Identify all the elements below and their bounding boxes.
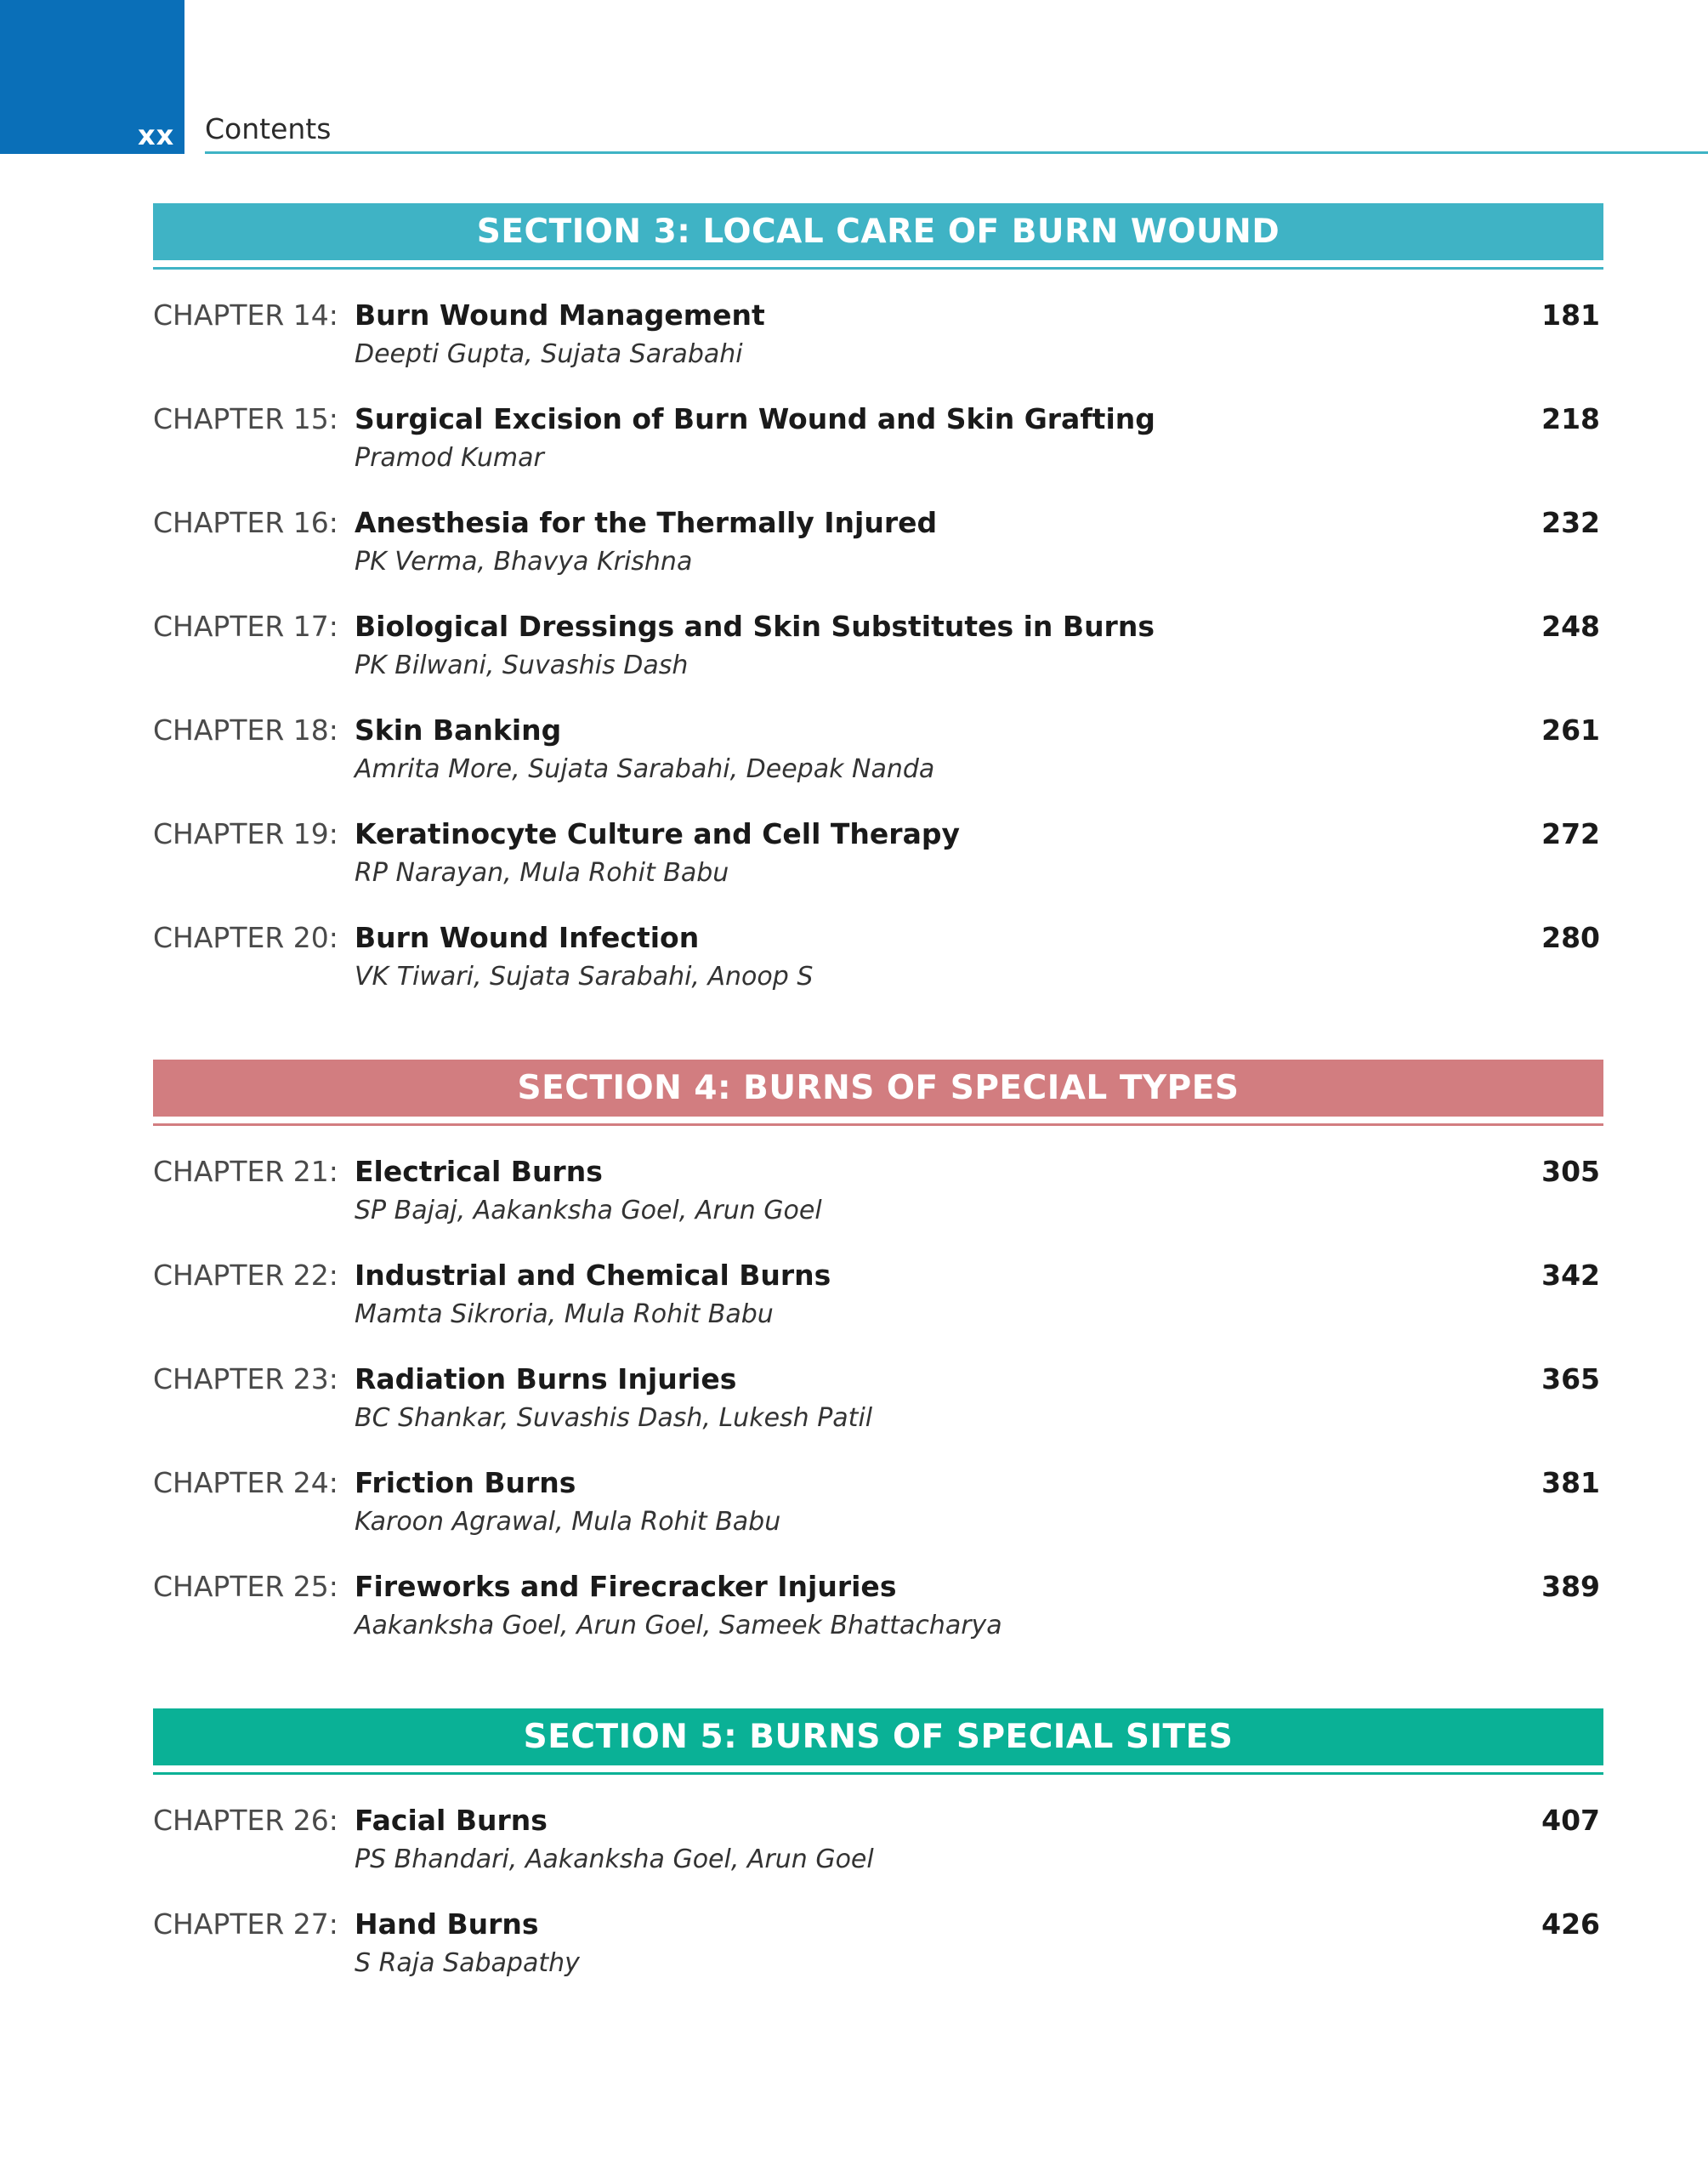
chapter-entry[interactable] bbox=[153, 402, 1603, 487]
chapter-number: CHAPTER 26: bbox=[153, 1804, 338, 1837]
chapter-number: CHAPTER 15: bbox=[153, 402, 338, 435]
chapter-page-number[interactable]: 218 bbox=[1541, 402, 1600, 435]
section-banner bbox=[153, 1708, 1603, 1765]
section-banner bbox=[153, 203, 1603, 260]
chapter-authors: Deepti Gupta, Sujata Sarabahi bbox=[355, 339, 743, 369]
chapter-authors: PS Bhandari, Aakanksha Goel, Arun Goel bbox=[355, 1844, 874, 1874]
chapter-entry[interactable] bbox=[153, 1570, 1603, 1655]
section-rule bbox=[153, 1123, 1603, 1126]
chapter-title[interactable]: Burn Wound Management bbox=[355, 298, 765, 332]
chapter-page-number[interactable]: 272 bbox=[1541, 817, 1600, 850]
chapter-authors: PK Bilwani, Suvashis Dash bbox=[355, 651, 689, 680]
chapter-authors: SP Bajaj, Aakanksha Goel, Arun Goel bbox=[355, 1196, 822, 1225]
chapter-number: CHAPTER 16: bbox=[153, 506, 338, 539]
section-title: SECTION 5: BURNS OF SPECIAL SITES bbox=[523, 1718, 1234, 1756]
chapter-entry[interactable] bbox=[153, 817, 1603, 902]
chapter-page-number[interactable]: 248 bbox=[1541, 610, 1600, 643]
chapter-authors: S Raja Sabapathy bbox=[355, 1948, 580, 1978]
chapter-title[interactable]: Electrical Burns bbox=[355, 1155, 603, 1188]
chapter-number: CHAPTER 17: bbox=[153, 610, 338, 643]
chapter-page-number[interactable]: 381 bbox=[1541, 1466, 1600, 1499]
section-3 bbox=[153, 203, 1603, 992]
chapter-title[interactable]: Surgical Excision of Burn Wound and Skin Grafting bbox=[355, 402, 1155, 435]
chapter-title[interactable]: Hand Burns bbox=[355, 1907, 539, 1941]
section-rule bbox=[153, 267, 1603, 270]
chapter-page-number[interactable]: 365 bbox=[1541, 1362, 1600, 1395]
chapter-number: CHAPTER 18: bbox=[153, 713, 338, 747]
chapter-entry[interactable] bbox=[153, 1259, 1603, 1344]
chapter-page-number[interactable]: 389 bbox=[1541, 1570, 1600, 1603]
chapter-title[interactable]: Facial Burns bbox=[355, 1804, 548, 1837]
chapter-page-number[interactable]: 280 bbox=[1541, 921, 1600, 954]
chapter-entry[interactable] bbox=[153, 506, 1603, 591]
section-banner bbox=[153, 1060, 1603, 1117]
chapter-title[interactable]: Fireworks and Firecracker Injuries bbox=[355, 1570, 897, 1603]
section-rule bbox=[153, 1772, 1603, 1775]
chapter-title[interactable]: Anesthesia for the Thermally Injured bbox=[355, 506, 938, 539]
chapter-page-number[interactable]: 181 bbox=[1541, 298, 1600, 332]
section-5 bbox=[153, 1708, 1603, 1978]
chapter-title[interactable]: Keratinocyte Culture and Cell Therapy bbox=[355, 817, 960, 850]
chapter-title[interactable]: Radiation Burns Injuries bbox=[355, 1362, 737, 1395]
chapter-number: CHAPTER 14: bbox=[153, 298, 338, 332]
chapter-entry[interactable] bbox=[153, 610, 1603, 695]
chapter-title[interactable]: Industrial and Chemical Burns bbox=[355, 1259, 831, 1292]
chapter-entry[interactable] bbox=[153, 1804, 1603, 1889]
chapter-number: CHAPTER 20: bbox=[153, 921, 338, 954]
chapter-number: CHAPTER 22: bbox=[153, 1259, 338, 1292]
section-title: SECTION 3: LOCAL CARE OF BURN WOUND bbox=[476, 213, 1280, 251]
chapter-number: CHAPTER 23: bbox=[153, 1362, 338, 1395]
section-4 bbox=[153, 1060, 1603, 1640]
section-title: SECTION 4: BURNS OF SPECIAL TYPES bbox=[517, 1069, 1240, 1107]
chapter-authors: VK Tiwari, Sujata Sarabahi, Anoop S bbox=[355, 962, 814, 992]
chapter-entry[interactable] bbox=[153, 713, 1603, 799]
chapter-title[interactable]: Burn Wound Infection bbox=[355, 921, 700, 954]
chapter-entry[interactable] bbox=[153, 1155, 1603, 1240]
chapter-number: CHAPTER 27: bbox=[153, 1907, 338, 1941]
chapter-title[interactable]: Friction Burns bbox=[355, 1466, 576, 1499]
chapter-number: CHAPTER 25: bbox=[153, 1570, 338, 1603]
chapter-entry[interactable] bbox=[153, 1466, 1603, 1551]
chapter-page-number[interactable]: 342 bbox=[1541, 1259, 1600, 1292]
chapter-authors: Pramod Kumar bbox=[355, 443, 544, 473]
chapter-page-number[interactable]: 305 bbox=[1541, 1155, 1600, 1188]
header-rule bbox=[205, 151, 1708, 154]
chapter-page-number[interactable]: 407 bbox=[1541, 1804, 1600, 1837]
chapter-number: CHAPTER 24: bbox=[153, 1466, 338, 1499]
chapter-title[interactable]: Skin Banking bbox=[355, 713, 562, 747]
chapter-authors: Aakanksha Goel, Arun Goel, Sameek Bhattacharya bbox=[355, 1611, 1002, 1640]
chapter-entry[interactable] bbox=[153, 921, 1603, 1006]
chapter-entry[interactable] bbox=[153, 1907, 1603, 1992]
chapter-page-number[interactable]: 426 bbox=[1541, 1907, 1600, 1941]
chapter-authors: PK Verma, Bhavya Krishna bbox=[355, 547, 693, 577]
running-head: Contents bbox=[205, 112, 332, 145]
page-number: xx bbox=[138, 119, 175, 151]
chapter-entry[interactable] bbox=[153, 298, 1603, 384]
chapter-authors: Mamta Sikroria, Mula Rohit Babu bbox=[355, 1299, 774, 1329]
chapter-number: CHAPTER 21: bbox=[153, 1155, 338, 1188]
chapter-page-number[interactable]: 232 bbox=[1541, 506, 1600, 539]
chapter-authors: Amrita More, Sujata Sarabahi, Deepak Nanda bbox=[355, 754, 935, 784]
chapter-authors: RP Narayan, Mula Rohit Babu bbox=[355, 858, 729, 888]
chapter-title[interactable]: Biological Dressings and Skin Substitutes in Burns bbox=[355, 610, 1155, 643]
chapter-authors: Karoon Agrawal, Mula Rohit Babu bbox=[355, 1507, 781, 1537]
chapter-number: CHAPTER 19: bbox=[153, 817, 338, 850]
chapter-page-number[interactable]: 261 bbox=[1541, 713, 1600, 747]
chapter-entry[interactable] bbox=[153, 1362, 1603, 1447]
chapter-authors: BC Shankar, Suvashis Dash, Lukesh Patil bbox=[355, 1403, 873, 1433]
